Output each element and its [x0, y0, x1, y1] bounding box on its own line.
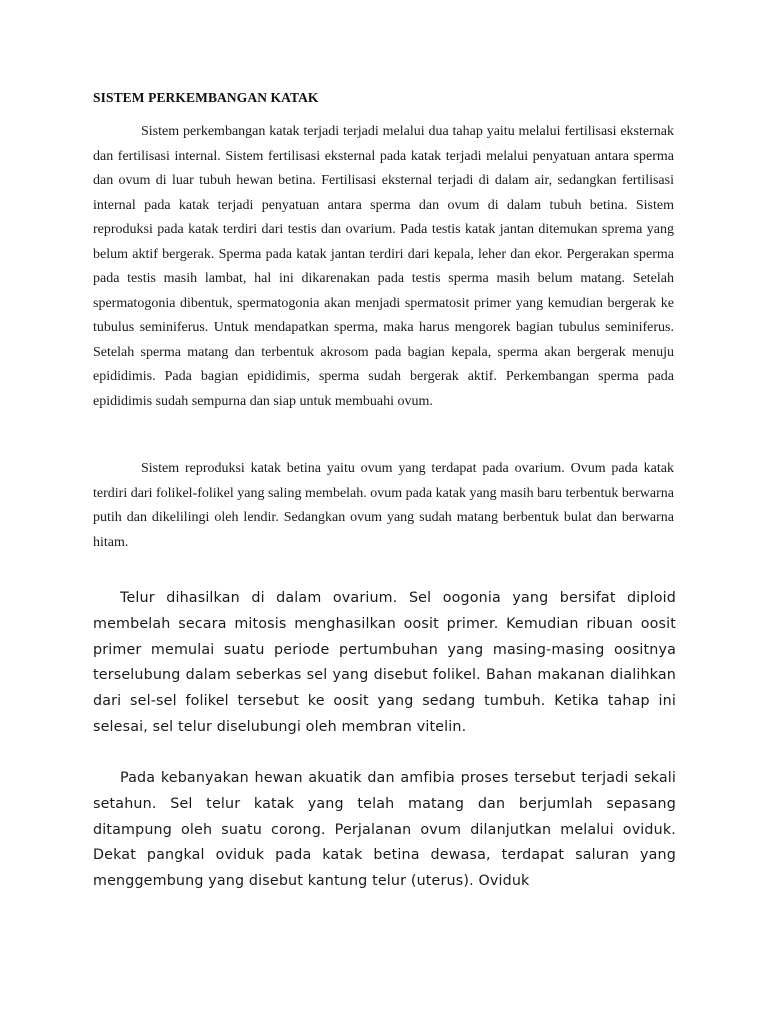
paragraph-telur-ovarium: Telur dihasilkan di dalam ovarium. Sel oogonia yang bersifat diploid membelah secara mitosis menghasilkan oosit primer. Kemudian ribuan oosit primer memulai suatu periode pertumbuhan yang masing-masing oositnya terselubung dalam seberkas sel yang disebut folikel. Bahan makanan dialihkan dari sel-sel folikel tersebut ke oosit yang sedang tumbuh. Ketika tahap ini selesai, sel telur diselubungi oleh membran vitelin.	[93, 590, 676, 735]
paragraph-fertilisasi: Sistem perkembangan katak terjadi terjadi melalui dua tahap yaitu melalui fertilisasi eksternak dan fertilisasi internal. Sistem fertilisasi eksternal pada katak terjadi melalui penyatuan antara sperma dan ovum di luar tubuh hewan betina. Fertilisasi eksternal terjadi di dalam air, sedangkan fertilisasi internal pada katak terjadi penyatuan antara sperma dan ovum di dalam tubuh betina. Sistem reproduksi pada katak terdiri dari testis dan ovarium. Pada testis katak jantan ditemukan sprema yang belum aktif bergerak. Sperma pada katak jantan terdiri dari kepala, leher dan ekor. Pergerakan sperma pada testis masih lambat, hal ini dikarenakan pada testis sperma masih belum matang. Setelah spermatogonia dibentuk, spermatogonia akan menjadi spermatosit primer yang kemudian bergerak ke tubulus seminiferus. Untuk mendapatkan sperma, maka harus mengorek bagian tubulus seminiferus. Setelah sperma matang dan terbentuk akrosom pada bagian kepala, sperma akan bergerak menuju epididimis. Pada bagian epididimis, sperma sudah bergerak aktif. Perkembangan sperma pada epididimis sudah sempurna dan siap untuk membuahi ovum.	[93, 124, 674, 409]
document-title: SISTEM PERKEMBANGAN KATAK	[93, 90, 319, 105]
paragraph-hewan-akuatik: Pada kebanyakan hewan akuatik dan amfibia proses tersebut terjadi sekali setahun. Sel telur katak yang telah matang dan berjumlah sepasang ditampung oleh suatu corong. Perjalanan ovum dilanjutkan melalui oviduk. Dekat pangkal oviduk pada katak betina dewasa, terdapat saluran yang menggembung yang disebut kantung telur (uterus). Oviduk	[93, 770, 676, 890]
paragraph-reproduksi-betina: Sistem reproduksi katak betina yaitu ovum yang terdapat pada ovarium. Ovum pada katak terdiri dari folikel-folikel yang saling membelah. ovum pada katak yang masih baru terbentuk berwarna putih dan dikelilingi oleh lendir. Sedangkan ovum yang sudah matang berbentuk bulat dan berwarna hitam.	[93, 461, 674, 550]
